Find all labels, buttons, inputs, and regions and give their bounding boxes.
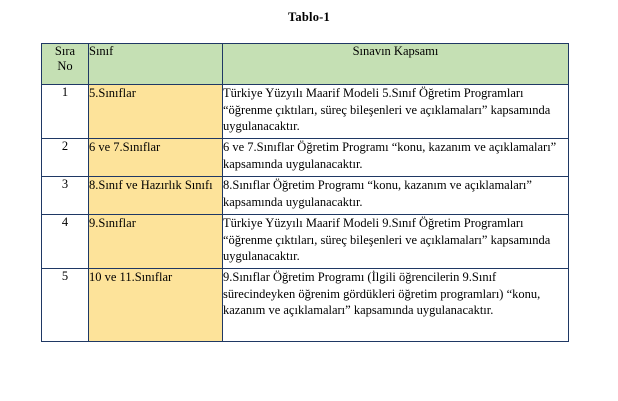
- cell-sira-no: 1: [42, 85, 89, 139]
- cell-sinif: 8.Sınıf ve Hazırlık Sınıfı: [89, 177, 223, 215]
- column-header-sira-no-line1: Sıra: [54, 44, 76, 58]
- cell-sira-no: 4: [42, 215, 89, 269]
- cell-sinif: 10 ve 11.Sınıflar: [89, 269, 223, 342]
- cell-sinif: 9.Sınıflar: [89, 215, 223, 269]
- tablo-1-table: [41, 43, 569, 342]
- cell-kapsam: 8.Sınıflar Öğretim Programı “konu, kazanım ve açıklamaları” kapsamında uygulanacaktır.: [223, 177, 569, 215]
- table-row: [42, 177, 569, 215]
- table-row: [42, 269, 569, 342]
- column-header-sira-no: [42, 44, 89, 85]
- cell-sinif: 6 ve 7.Sınıflar: [89, 139, 223, 177]
- table-row: [42, 215, 569, 269]
- cell-kapsam: 6 ve 7.Sınıflar Öğretim Programı “konu, kazanım ve açıklamaları” kapsamında uygulanacaktır.: [223, 139, 569, 177]
- cell-kapsam: Türkiye Yüzyılı Maarif Modeli 9.Sınıf Öğretim Programları “öğrenme çıktıları, süreç bileşenleri ve açıklamaları” kapsamında uygulanacaktır.: [223, 215, 569, 269]
- table-header-row: [42, 44, 569, 85]
- cell-kapsam: Türkiye Yüzyılı Maarif Modeli 5.Sınıf Öğretim Programları “öğrenme çıktıları, süreç bileşenleri ve açıklamaları” kapsamında uygulanacaktır.: [223, 85, 569, 139]
- cell-kapsam: 9.Sınıflar Öğretim Programı (İlgili öğrencilerin 9.Sınıf sürecindeyken öğrenim gördükleri öğretim programları) “konu, kazanım ve açıklamaları” kapsamında uygulanacaktır.: [223, 269, 569, 342]
- cell-sinif: 5.Sınıflar: [89, 85, 223, 139]
- page-title: Tablo-1: [288, 10, 330, 24]
- table-container: [41, 43, 568, 342]
- cell-sira-no: 2: [42, 139, 89, 177]
- table-header: [42, 44, 569, 85]
- column-header-sira-no-line2: No: [57, 59, 73, 73]
- column-header-sinavin-kapsami: Sınavın Kapsamı: [223, 44, 569, 85]
- table-row: [42, 85, 569, 139]
- cell-sira-no: 5: [42, 269, 89, 342]
- table-row: [42, 139, 569, 177]
- cell-sira-no: 3: [42, 177, 89, 215]
- table-body: [42, 85, 569, 342]
- column-header-sinif: Sınıf: [89, 44, 223, 85]
